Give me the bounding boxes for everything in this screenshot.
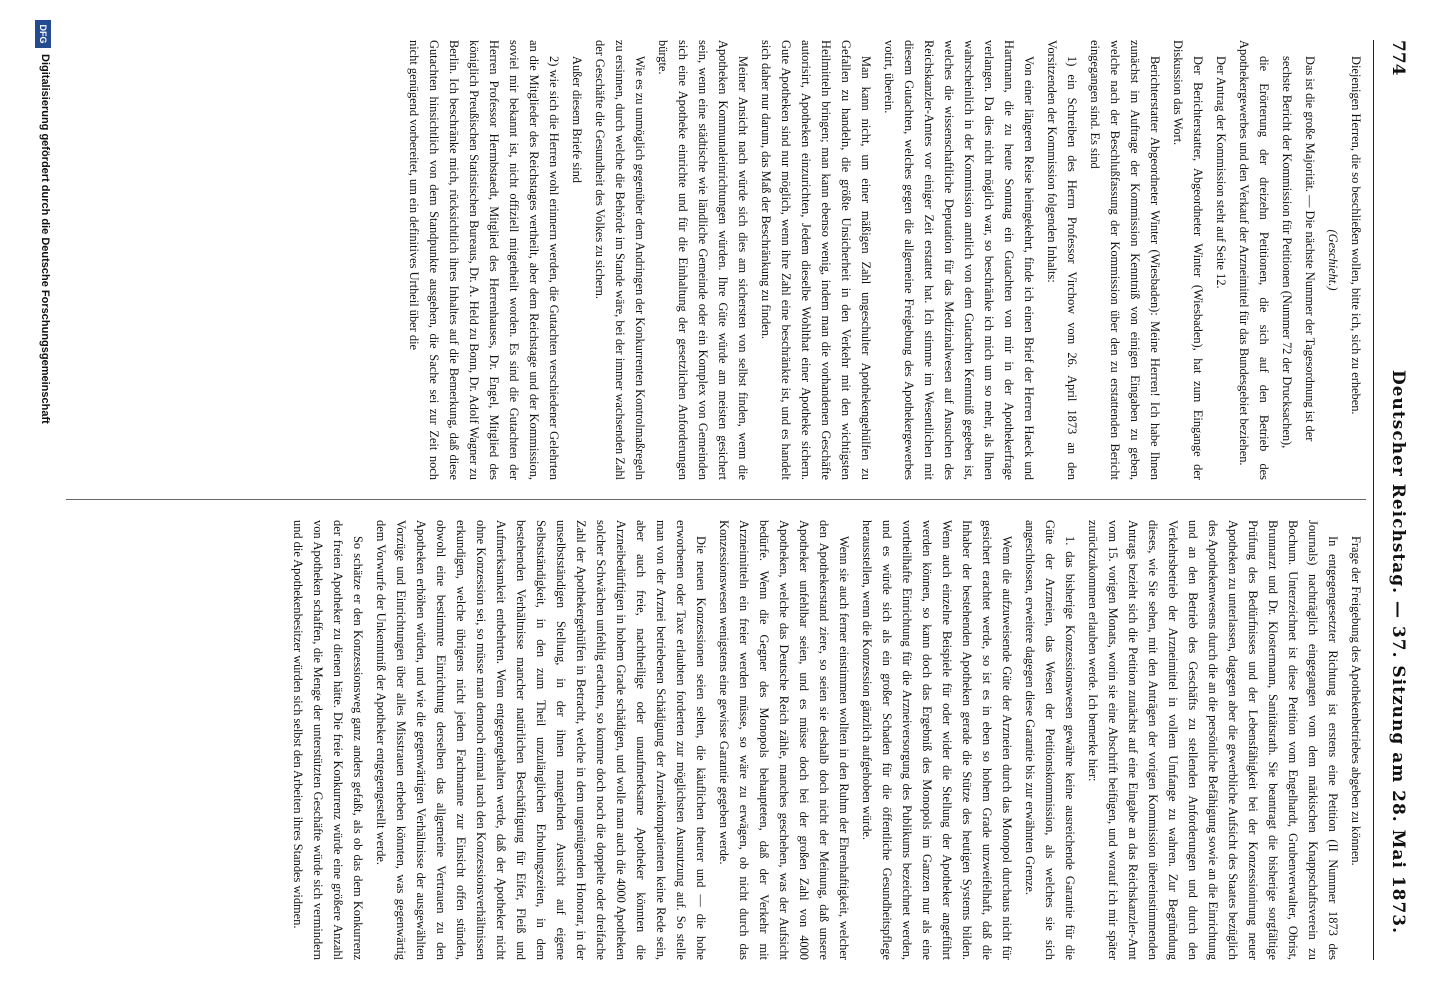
paragraph: Der Berichterstatter, Abgeordneter Winter (Wiesbaden), hat zum Eingange der Diskussion das Wort. <box>1171 40 1205 480</box>
paragraph: 2) wie sich die Herren wohl erinnern werden, die Gutachten verschiedener Gelehrten an die Mitglieder des Reichstages vertheilt, aber dem Reichstage und der Kommission, soviel mir bekannt ist, nicht offiziell mitgetheilt worden. Es sind die Gutachten der Herren Professor Hermbstaedt, Mitglied des Herrenhauses, Dr. Engel, Mitglied des königlich Preußischen Statistischen Bureaus, Dr. A. Held zu Bonn, Dr. Adolf Wagner zu Berlin. Ich beschränke mich, rücksichtlich ihres Inhaltes auf die Bemerkung, daß diese Gutachten hinsichtlich von dem Standpunkte ausgehen, die Sache sei zur Zeit noch nicht genügend vorbereitet, um ein definitives Urtheil über die <box>407 40 561 480</box>
paragraph: Das ist die große Majorität. — Die nächste Nummer der Tagesordnung ist der <box>1303 56 1317 442</box>
paragraph: In entgegengesetzter Richtung ist erstens eine Petition (II Nummer 1873 des Journals) nachträglich eingegangen vom dem märkischen Knappschaftsverein zu Bochum. Unterzeichnet ist diese Petition vom Engelhardt, Grubenverwalter, Obrist, Brunnarzt und Dr. Klostermann, Sanitätsrath. Sie beantragt die bisherige sorgfältige Prüfung des Bedürfnisses und der Lebensfähigkeit bei der Konzessionirung neuer Apotheken zu unterlassen, dagegen aber die gewerbliche Aufsicht des Staates bezüglich des Apothekenwesens durch die an die persönliche Befähigung sowie an die Einrichtung und an den Betrieb des Geschäfts zu stellenden Anforderungen und durch den Verkehrsbetrieb der Arzneimittel in vollem Umfange zu wahren. Zur Begründung dieses, wie Sie sehen, mit den Anträgen der vorigen Kommission übereinstimmenden Antrags bezieht sich die Petition zunächst auf eine Eingabe an das Reichskanzler-Amt vom 15. vorigen Monats, worin sie eine Abschrift beifügen, und worauf ich mir später zurückzukommen erlauben werde. Ich bemerke hier: <box>1086 520 1340 960</box>
paragraph: Der Antrag der Kommission steht auf Seite 12. <box>1214 56 1228 289</box>
running-title: Deutscher Reichstag. — 37. Sitzung am 28. Mai 1873. <box>1388 370 1408 935</box>
paragraph: So schätze er den Konzessionsweg ganz anders gefaßt, als ob das dem Konkurrenz der freien Apotheker zu dienen hätte. Die freie Konkurrenz würde eine größere Anzahl von Apotheken schaffen, die Menge der unterstützten Geschäfte würde sich vermindern und die Apothekenbesitzer würden sich selbst den Arbeiten ihres Standes widmen. <box>291 520 365 960</box>
paragraph: (Geschieht.) <box>1326 229 1340 291</box>
digitization-credit: Digitalisierung gefördert durch die Deutsche Forschungsgemeinschaft <box>39 54 51 424</box>
paragraph: Die neuen Konzessionen seien selten, die käuflichen theurer und — die hohe erworbenen oder Taxe erlaubten forderten zur möglichsten Ausnutzung auf. So stelle man von der Arznei betriebenen Schädigung der Arzneikompatienten keine Rede sein, aber auch freie, nachtheilige oder unaufmerksame Apotheker könnten die Arzneibedürftigen in hohem Grade schädigen, und wolle man auch die 4000 Apotheken solcher Schwächen unfehlig erachten, so komme doch noch die doppelte oder dreifache Zahl der Apothekergehülfen in Betracht, welche in dem ungenügenden Honorar, in der unselbstständigen Stellung, in der ihnen mangelnden Aussicht auf eigene Selbstständigkeit, in den zum Theil unzulänglichen Erholungszeiten, in dem bestehenden Verhältnisse mancher natürlichen Beschäftigung für Eifer, Fleiß und Aufmerksamkeit entbehrten. Wenn entgegengehalten werde, daß der Apotheker nicht ohne Konzession sei, so müsse man dennoch einmal nach den Konzessionsverhältnissen erkundigen, welche übrigens nicht jedem Fachmanne zur Einsicht offen stünden, obwohl eine bestimmte Einrichtung derselben das allgemeine Vertrauen zu den Apotheken erhöhen würden, und wie die gegenwärtigen Verhältnisse der ausgewählten Vorzüge und Einrichtungen über alles Misstrauen erheben könnten, was gegenwärtig dem Vorwurfe der Unkenntniß der Apotheker entgegengestellt werde. <box>374 520 708 960</box>
paragraph: die Erörterung der dreizehn Petitionen, die sich auf den Betrieb des Apothekergewerbes und den Verkauf der Arzneimittel für das Bundesgebiet beziehen. <box>1237 40 1271 480</box>
column-divider <box>66 499 1366 500</box>
paragraph: Außer diesem Briefe sind <box>570 56 584 183</box>
paragraph: Wenn die aufzuweisende Güte der Arzneien durch das Monopol durchaus nicht für gesichert erachtet werde, so ist es in eben so hohem Grade unzweifelhaft, daß die Inhaber der bestehenden Apotheken gerade die Stütze des heutigen Systems bilden. Wenn auch einzelne Beispiele für oder wider die Stellung der Apotheker angeführt werden können, so kann doch das Ergebniß des Monopols im Ganzen nur als eine vortheilhafte Einrichtung für die Arzneiversorgung des Publikums bezeichnet werden, und es würde sich als ein großer Schaden für die öffentliche Gesundheitspflege herausstellen, wenn die Konzession gänzlich aufgehoben würde. <box>860 520 1014 960</box>
paragraph: Wenn sie auch ferner einstimmen wollten in den Ruhm der Ehrenhaftigkeit, welcher den Apothekerstand ziere, so seien sie deshalb doch nicht der Meinung, daß unsere Apotheker unfehlbar seien, und es müsse doch bei der großen Zahl von 4000 Apotheken, welche das Deutsche Reich zähle, manches geschehen, was der Aufsicht bedürfe. Wenn die Gegner des Monopols behaupteten, daß der Verkehr mit Arzneimitteln ein freier werden müsse, so wäre zu erwägen, ob nicht durch das Konzessionswesen wenigstens eine gewisse Garantie gegeben werde. <box>717 520 851 960</box>
paragraph: Meiner Ansicht nach würde sich dies am sichersten von selbst finden, wenn die Apotheken Kommunaleinrichtungen würden. Ihre Güte würde am meisten gesichert sein, wenn eine städtische wie ländliche Gemeinde oder ein Komplex von Gemeinden sich eine Apotheke einrichte und für die Einhaltung der gesetzlichen Anforderungen bürgte. <box>656 40 750 480</box>
page-footer <box>34 20 52 980</box>
header-rule <box>1373 40 1374 960</box>
left-text-column <box>66 40 1366 480</box>
dfg-logo-icon: DFG <box>35 20 51 48</box>
paragraph: sechste Bericht der Kommission für Petitionen (Nummer 72 der Drucksachen), <box>1280 56 1294 449</box>
paragraph: Berichterstatter Abgeordneter Winter (Wiesbaden): Meine Herren! Ich habe Ihnen zunächst im Auftrage der Kommission Kenntniß von einigen Eingaben zu geben, welche nach der Beschlußfassung der Kommission über den zu erstattenden Bericht eingegangen sind. Es sind <box>1088 40 1162 480</box>
page-number: 774 <box>1388 40 1408 76</box>
right-text-column <box>66 520 1366 960</box>
paragraph: Frage der Freigebung des Apothekenbetriebes abgeben zu können. <box>1349 536 1363 866</box>
paragraph: Diejenigen Herren, die so beschließen wollen, bitte ich, sich zu erheben. <box>1349 56 1363 415</box>
scanned-page <box>32 0 1432 1000</box>
paragraph: 1. das bisherige Konzessionswesen gewähre keine ausreichende Garantie für die Güte der Arzneien, das Wesen der Petitionskommission, als welches sie sich angeschlossen, erweitere dagegen diese Garantie bis zur erwähnten Grenze. <box>1023 520 1077 960</box>
paragraph: Man kann nicht, um einer mäßigen Zahl ungeschulter Apothekengehülfen zu Gefallen zu handeln, die größte Unsicherheit in den Verkehr mit den wichtigsten Heilmitteln bringen; man kann ebenso wenig, indem man die vorhandenen Geschäfte autorisirt, Apotheken einzurichten, Jedem dieselbe Wohlthat einer Apotheke sichern. Gute Apotheken sind nur möglich, wenn ihre Zahl eine beschränkte ist, und es handelt sich daher nur darum, das Maß der Beschränkung zu finden. <box>759 40 873 480</box>
paragraph: Von einer längeren Reise heimgekehrt, finde ich einen Brief der Herren Haeck und Hartmann, die zu heute Sonntag ein Gutachten von mir in der Apothekerfrage verlangen. Da dies nicht möglich war, so beschränke ich mich um so mehr, als Ihnen wahrscheinlich in der Kommission amtlich von dem Gutachten Kenntniß gegeben ist, welches die wissenschaftliche Deputation für das Medizinalwesen auf Ansuchen des Reichskanzler-Amtes vor einiger Zeit erstattet hat. Ich stimme im Wesentlichen mit diesem Gutachten, welches gegen die allgemeine Freigebung des Apothekergewerbes votirt, überein. <box>882 40 1036 480</box>
page-header <box>1380 40 1414 960</box>
paragraph: 1) ein Schreiben des Herrn Professor Virchow vom 26. April 1873 an den Vorsitzenden der Kommission folgenden Inhalts: <box>1045 40 1079 480</box>
paragraph: Wie es zu unmöglich gegenüber dem Andringen der Konkurrenten Kontrolmaßregeln zu ersinnen, durch welche die Behörde im Stande wäre, bei der immer wachsenden Zahl der Geschäfte die Gesundheit des Volkes zu sichern. <box>593 40 647 480</box>
